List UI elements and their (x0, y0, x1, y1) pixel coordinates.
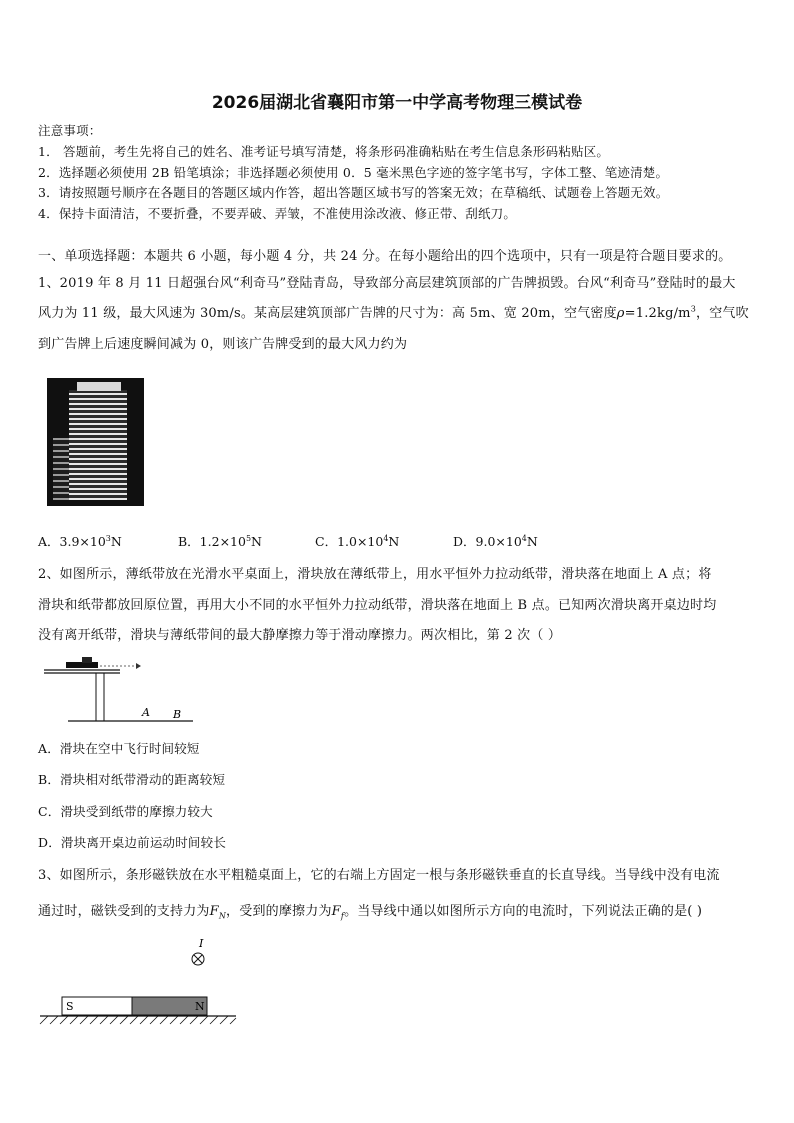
q1-option-a-label: A．3.9×10 (38, 534, 106, 549)
q3-line-2 (38, 900, 702, 921)
q2-line-2: 滑块和纸带都放回原位置，再用大小不同的水平恒外力拉动纸带，滑块落在地面上 B 点。已知两次滑块离开桌边时均 (38, 598, 717, 613)
q2-option-c[interactable]: C．滑块受到纸带的摩擦力较大 (38, 804, 213, 819)
q1-density-exp: 3 (690, 304, 697, 314)
section-heading: 一、单项选择题：本题共 6 小题，每小题 4 分，共 24 分。在每小题给出的四个选项中，只有一项是符合题目要求的。 (38, 249, 732, 264)
building-photo (47, 378, 144, 506)
q2-line-3: 没有离开纸带，滑块与薄纸带间的最大静摩擦力等于滑动摩擦力。两次相比，第 2 次（ ） (38, 628, 562, 643)
q1-option-c-unit: N (388, 534, 400, 549)
q1-option-c[interactable] (315, 532, 399, 550)
q2-option-d[interactable]: D．滑块离开桌边前运动时间较长 (38, 835, 227, 850)
q1-line-3: 到广告牌上后速度瞬间减为 0，则该广告牌受到的最大风力约为 (38, 337, 408, 352)
q3-line-2-end: 。当导线中通以如图所示方向的电流时，下列说法正确的是( ) (344, 904, 703, 919)
q1-option-d[interactable] (453, 532, 538, 550)
notice-heading: 注意事项： (38, 123, 102, 138)
q2-option-b[interactable]: B．滑块相对纸带滑动的距离较短 (38, 772, 226, 787)
q1-option-a-unit: N (110, 534, 122, 549)
fn-subscript: N (218, 911, 227, 921)
notice-item-1: 1． 答题前，考生先将自己的姓名、准考证号填写清楚，将条形码准确粘贴在考生信息条形码粘贴区。 (38, 144, 610, 159)
notice-item-4: 4．保持卡面清洁，不要折叠，不要弄破、弄皱，不准使用涂改液、修正带、刮纸刀。 (38, 206, 517, 221)
q1-option-c-exp: 4 (383, 533, 389, 543)
q1-option-d-exp: 4 (521, 533, 527, 543)
slider-top (82, 657, 92, 663)
q3-line-1: 3、如图所示，条形磁铁放在水平粗糙桌面上，它的右端上方固定一根与条形磁铁垂直的长直导线。当导线中没有电流 (38, 868, 720, 883)
ff-symbol: F (331, 904, 341, 919)
q1-option-c-label: C．1.0×10 (315, 534, 384, 549)
q1-option-b-label: B．1.2×10 (178, 534, 246, 549)
fn-symbol: F (209, 904, 219, 919)
magnet-wire-diagram (36, 934, 241, 1026)
q1-option-d-label: D．9.0×10 (453, 534, 522, 549)
south-pole-label: S (66, 1000, 74, 1013)
rho-symbol: ρ (616, 306, 625, 321)
tower-building (69, 390, 127, 500)
surface-hatching (40, 1016, 236, 1024)
table-leg (96, 673, 104, 721)
q2-line-1: 2、如图所示，薄纸带放在光滑水平桌面上，滑块放在薄纸带上，用水平恒外力拉动纸带，滑块落在地面上 A 点；将 (38, 567, 712, 582)
pull-arrow-head (136, 663, 141, 669)
q1-line-1: 1、2019 年 8 月 11 日超强台风“利奇马”登陆青岛，导致部分高层建筑顶部的广告牌损毁。台风“利奇马”登陆时的最大 (38, 276, 736, 291)
q1-option-b-exp: 5 (245, 533, 252, 543)
notice-item-2: 2．选择题必须使用 2B 铅笔填涂；非选择题必须使用 0．5 毫米黑色字迹的签字笔书写，字体工整、笔迹清楚。 (38, 165, 669, 180)
table-slider-diagram (38, 650, 198, 730)
current-label: I (199, 937, 204, 950)
q1-option-b[interactable] (178, 532, 262, 550)
billboard-sign (77, 382, 121, 391)
q1-option-d-unit: N (526, 534, 538, 549)
q3-line-2-text: 通过时，磁铁受到的支持力为 (38, 904, 210, 919)
north-pole-label: N (195, 1000, 205, 1013)
q1-option-a-exp: 3 (105, 533, 111, 543)
q2-option-a[interactable]: A．滑块在空中飞行时间较短 (38, 741, 200, 756)
q1-line-2-end: ，空气吹 (696, 306, 749, 321)
q1-line-2-text: 风力为 11 级，最大风速为 30m/s。某高层建筑顶部广告牌的尺寸为：高 5m、宽 20m，空气密度 (38, 306, 617, 321)
notice-item-3: 3．请按照题号顺序在各题目的答题区域内作答，超出答题区域书写的答案无效；在草稿纸、试题卷上答题无效。 (38, 185, 669, 200)
q1-density: =1.2kg/m (624, 306, 691, 321)
label-point-b: B (173, 708, 182, 721)
q1-line-2 (38, 302, 749, 321)
q3-line-2-mid: ，受到的摩擦力为 (226, 904, 332, 919)
q1-option-b-unit: N (251, 534, 262, 549)
q1-option-a[interactable] (38, 532, 122, 550)
page-title: 2026届湖北省襄阳市第一中学高考物理三模试卷 (211, 93, 583, 113)
label-point-a: A (142, 706, 150, 719)
ff-subscript: f (340, 911, 345, 921)
